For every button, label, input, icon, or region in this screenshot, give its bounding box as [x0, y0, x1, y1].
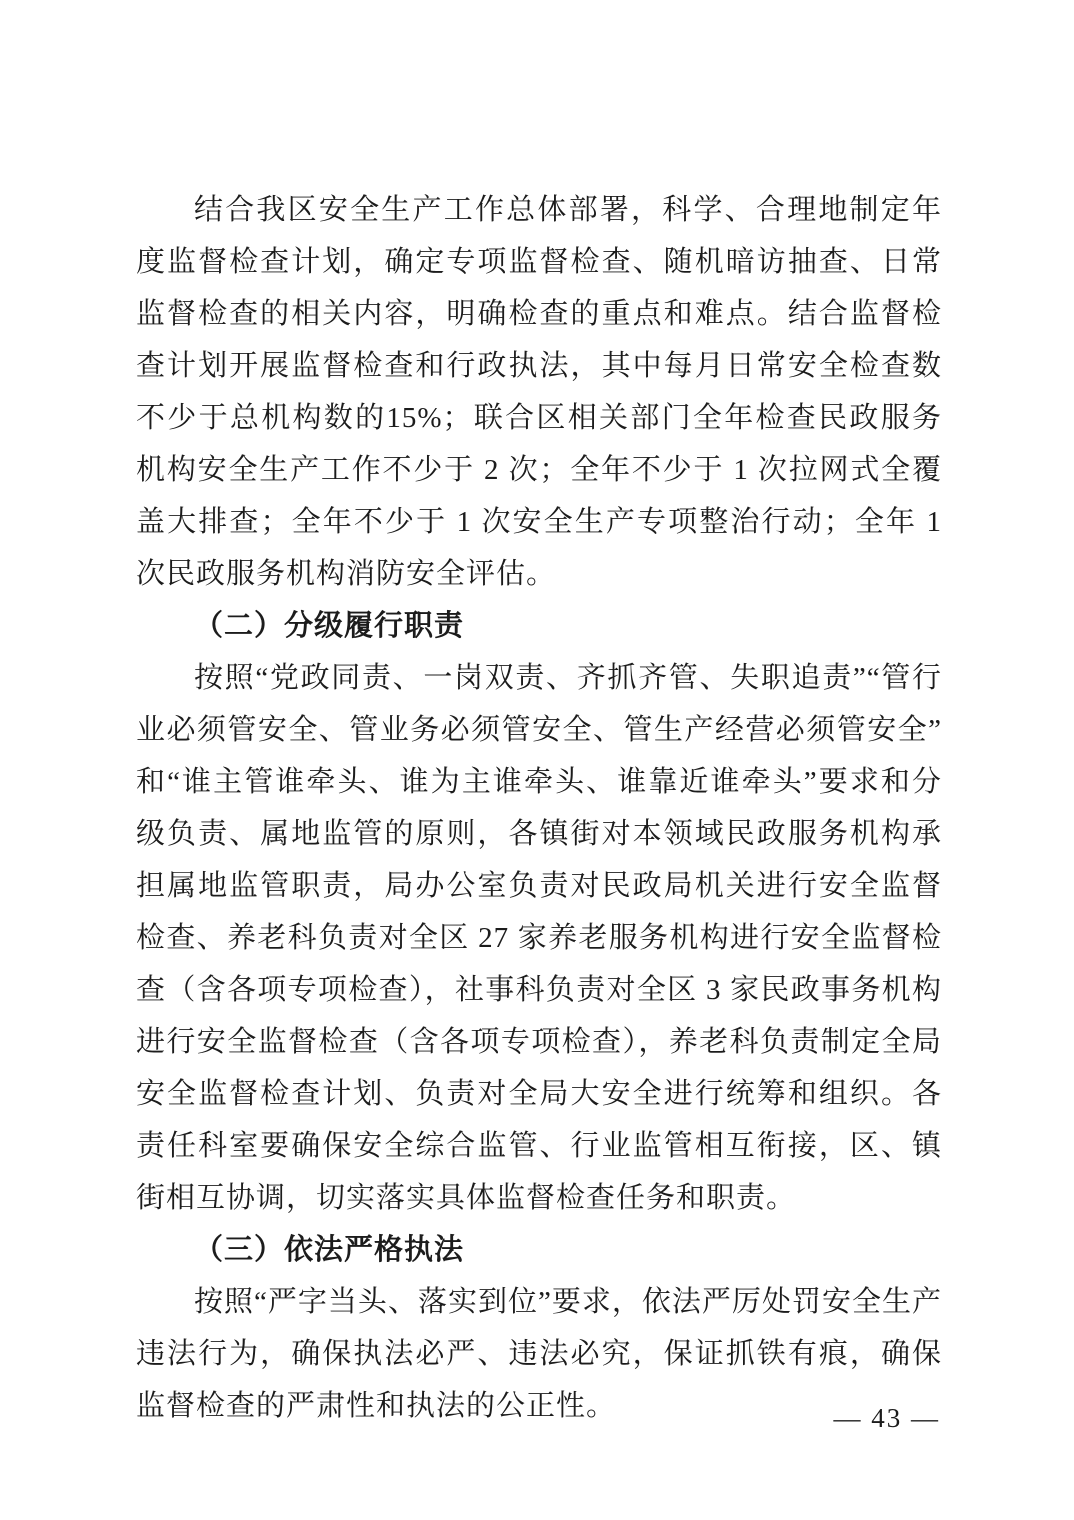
heading-section-2: （二）分级履行职责: [194, 610, 465, 642]
document-body: [136, 184, 942, 1432]
paragraph-section-2: 按照“党政同责、一岗双责、齐抓齐管、失职追责”“管行业必须管安全、管业务必须管安全、管生产经营必须管安全”和“谁主管谁牵头、谁为主谁牵头、谁靠近谁牵头”要求和分级负责、属地监管的原则，各镇街对本领域民政服务机构承担属地监管职责，局办公室负责对民政局机关进行安全监督检查、养老科负责对全区 27 家养老服务机构进行安全监督检查（含各项专项检查），社事科负责对全区 3 家民政事务机构进行安全监督检查（含各项专项检查），养老科负责制定全局安全监督检查计划、负责对全局大安全进行统筹和组织。各责任科室要确保安全综合监管、行业监管相互衔接，区、镇街相互协调，切实落实具体监督检查任务和职责。: [136, 662, 942, 1214]
paragraph-annual-plan: 结合我区安全生产工作总体部署，科学、合理地制定年度监督检查计划，确定专项监督检查、随机暗访抽查、日常监督检查的相关内容，明确检查的重点和难点。结合监督检查计划开展监督检查和行政执法，其中每月日常安全检查数不少于总机构数的15%；联合区相关部门全年检查民政服务机构安全生产工作不少于 2 次；全年不少于 1 次拉网式全覆盖大排查；全年不少于 1 次安全生产专项整治行动；全年 1 次民政服务机构消防安全评估。: [136, 194, 942, 590]
paragraph-section-3: 按照“严字当头、落实到位”要求，依法严厉处罚安全生产违法行为，确保执法必严、违法必究，保证抓铁有痕，确保监督检查的严肃性和执法的公正性。: [136, 1286, 942, 1422]
heading-section-3: （三）依法严格执法: [194, 1234, 465, 1266]
page-number: — 43 —: [833, 1403, 940, 1433]
